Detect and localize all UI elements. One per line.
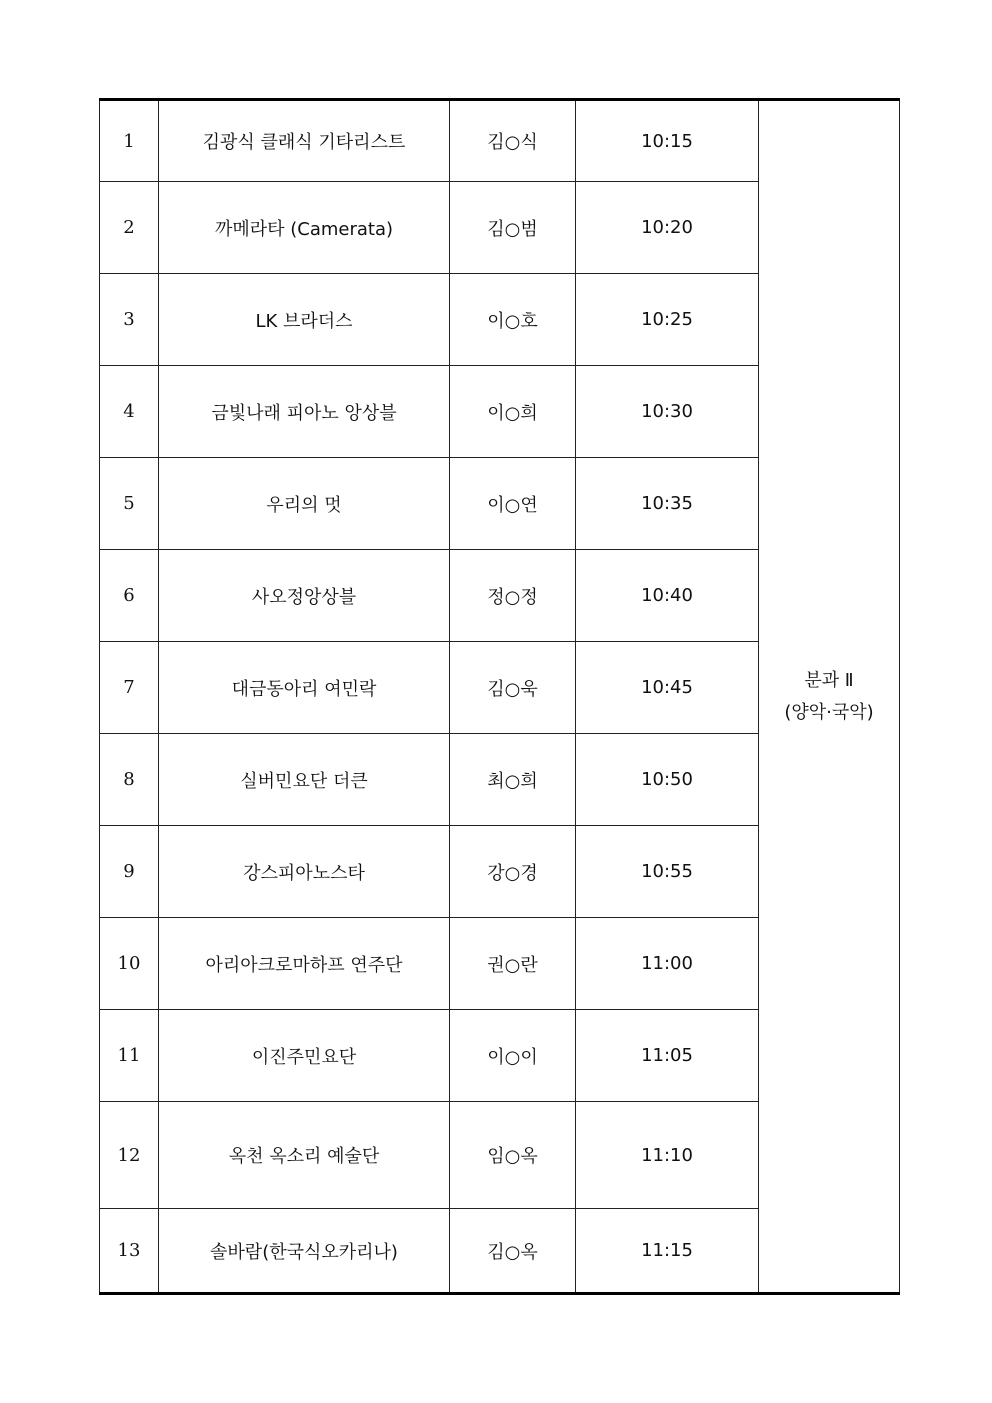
group-name: 분과 Ⅱ bbox=[804, 669, 854, 691]
team-name: 강스피아노스타 bbox=[159, 826, 450, 918]
leader-name: 김○욱 bbox=[450, 642, 576, 734]
team-name: 아리아크로마하프 연주단 bbox=[159, 918, 450, 1010]
row-number: 4 bbox=[100, 366, 159, 458]
performance-time: 10:25 bbox=[576, 274, 759, 366]
leader-name: 최○희 bbox=[450, 734, 576, 826]
leader-name: 임○옥 bbox=[450, 1102, 576, 1209]
team-name: 까메라타 (Camerata) bbox=[159, 182, 450, 274]
team-name: 솔바람(한국식오카리나) bbox=[159, 1209, 450, 1294]
row-number: 8 bbox=[100, 734, 159, 826]
row-number: 11 bbox=[100, 1010, 159, 1102]
leader-name: 권○란 bbox=[450, 918, 576, 1010]
performance-time: 11:05 bbox=[576, 1010, 759, 1102]
team-name: 실버민요단 더큰 bbox=[159, 734, 450, 826]
team-name: 이진주민요단 bbox=[159, 1010, 450, 1102]
row-number: 7 bbox=[100, 642, 159, 734]
team-name: 대금동아리 여민락 bbox=[159, 642, 450, 734]
leader-name: 정○정 bbox=[450, 550, 576, 642]
performance-time: 11:10 bbox=[576, 1102, 759, 1209]
team-name: 금빛나래 피아노 앙상블 bbox=[159, 366, 450, 458]
leader-name: 김○범 bbox=[450, 182, 576, 274]
row-number: 6 bbox=[100, 550, 159, 642]
performance-time: 11:15 bbox=[576, 1209, 759, 1294]
leader-name: 이○이 bbox=[450, 1010, 576, 1102]
row-number: 1 bbox=[100, 100, 159, 182]
row-number: 10 bbox=[100, 918, 159, 1010]
leader-name: 김○식 bbox=[450, 100, 576, 182]
team-name: LK 브라더스 bbox=[159, 274, 450, 366]
row-number: 5 bbox=[100, 458, 159, 550]
leader-name: 강○경 bbox=[450, 826, 576, 918]
leader-name: 김○옥 bbox=[450, 1209, 576, 1294]
performance-time: 10:55 bbox=[576, 826, 759, 918]
performance-time: 10:20 bbox=[576, 182, 759, 274]
row-number: 12 bbox=[100, 1102, 159, 1209]
performance-time: 10:15 bbox=[576, 100, 759, 182]
team-name: 옥천 옥소리 예술단 bbox=[159, 1102, 450, 1209]
performance-time: 10:50 bbox=[576, 734, 759, 826]
group-category: (양악·국악) bbox=[784, 701, 874, 723]
performance-time: 10:35 bbox=[576, 458, 759, 550]
leader-name: 이○호 bbox=[450, 274, 576, 366]
row-number: 2 bbox=[100, 182, 159, 274]
schedule-table bbox=[99, 98, 900, 1295]
row-number: 9 bbox=[100, 826, 159, 918]
group-cell bbox=[759, 100, 900, 1294]
row-number: 13 bbox=[100, 1209, 159, 1294]
performance-time: 10:40 bbox=[576, 550, 759, 642]
team-name: 사오정앙상블 bbox=[159, 550, 450, 642]
performance-time: 10:30 bbox=[576, 366, 759, 458]
schedule-body bbox=[100, 100, 900, 1294]
performance-time: 10:45 bbox=[576, 642, 759, 734]
leader-name: 이○연 bbox=[450, 458, 576, 550]
leader-name: 이○희 bbox=[450, 366, 576, 458]
row-number: 3 bbox=[100, 274, 159, 366]
team-name: 우리의 멋 bbox=[159, 458, 450, 550]
team-name: 김광식 클래식 기타리스트 bbox=[159, 100, 450, 182]
performance-time: 11:00 bbox=[576, 918, 759, 1010]
table-row bbox=[100, 100, 900, 182]
